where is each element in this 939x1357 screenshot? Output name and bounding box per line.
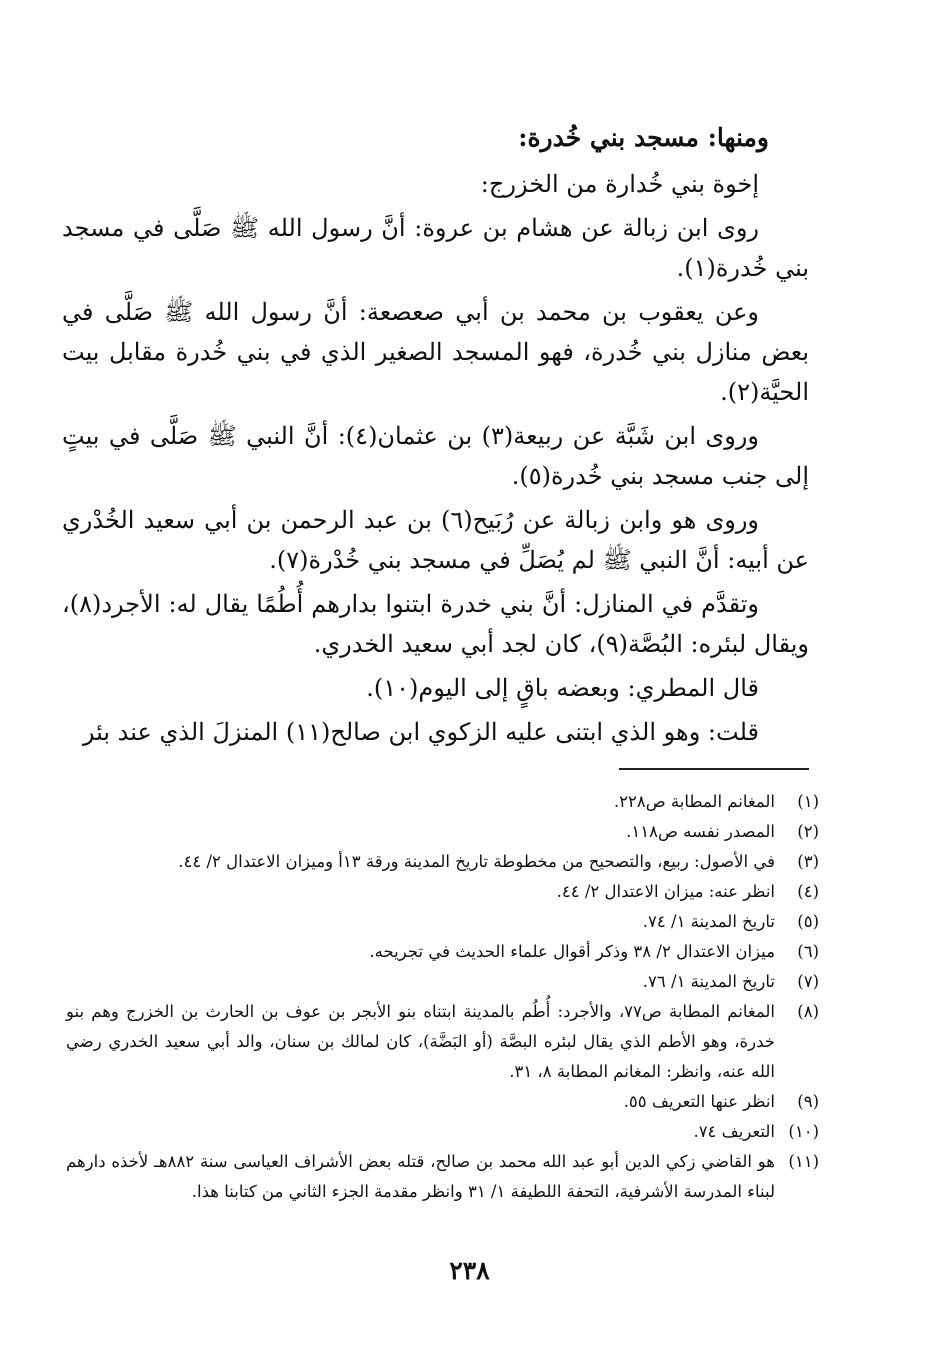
footnote-text: انظر عنه: ميزان الاعتدال ٢/ ٤٤.: [556, 882, 775, 901]
footnote-number: (٢): [797, 822, 819, 841]
footnote: [66, 1117, 819, 1147]
footnote-number: (١٠): [788, 1122, 819, 1141]
footnote-text: تاريخ المدينة ١/ ٧٤.: [642, 912, 775, 931]
footnote-text: ميزان الاعتدال ٢/ ٣٨ وذكر أقوال علماء الحديث في تجريحه.: [369, 942, 775, 961]
footnote-text: في الأصول: ربيع، والتصحيح من مخطوطة تاريخ المدينة ورقة ١٣أ وميزان الاعتدال ٢/ ٤٤.: [178, 852, 775, 871]
footnote-text: هو القاضي زكي الدين أبو عبد الله محمد بن صالح، قتله بعض الأشراف العياسى سنة ٨٨٢هـ لأخذه دارهم لبناء المدرسة الأشرفية، التحفة اللطيفة ١/ ٣١ وانظر مقدمة الجزء الثاني من كتابنا هذا.: [66, 1152, 775, 1201]
footnote-number: (٣): [797, 852, 819, 871]
footnote-text: المغانم المطابة ص٧٧، والأجرد: أُطُم بالمدينة ابتناه بنو الأبجر بن عوف بن الحارث بن الخزرج وهم بنو خدرة، وهو الأطم الذي يقال لبئره البصَّة (أو البَضَّة)، كان لمالك بن سنان، والد أبي سعيد الخدري رضي الله عنه، وانظر: المغانم المطابة ٨، ٣١.: [66, 1002, 775, 1081]
footnote: [66, 847, 819, 877]
footnote: [66, 787, 819, 817]
footnote: [66, 877, 819, 907]
footnote: [66, 1087, 819, 1117]
section-heading: ومنها: مسجد بني خُدرة:: [518, 123, 769, 152]
footnote: [66, 817, 819, 847]
footnotes: [66, 787, 819, 1207]
footnote-number: (١): [797, 792, 819, 811]
paragraph: وعن يعقوب بن محمد بن أبي صعصعة: أنَّ رسول الله ﷺ صَلَّى في بعض منازل بني خُدرة، فهو المسجد الصغير الذي في بني خُدرة مقابل بيت الحيَّة(٢).: [62, 298, 809, 406]
footnote-divider: [619, 768, 809, 770]
footnote: [66, 937, 819, 967]
footnote: [66, 967, 819, 997]
paragraph: روى ابن زبالة عن هشام بن عروة: أنَّ رسول الله ﷺ صَلَّى في مسجد بني خُدرة(١).: [62, 214, 809, 282]
paragraph: إخوة بني خُدارة من الخزرج:: [480, 170, 759, 198]
footnote: [66, 907, 819, 937]
paragraph: وروى هو وابن زبالة عن رُبَيح(٦) بن عبد الرحمن بن أبي سعيد الخُدْري عن أبيه: أنَّ النبي ﷺ لم يُصَلِّ في مسجد بني خُدْرة(٧).: [62, 506, 809, 574]
paragraph: وتقدَّم في المنازل: أنَّ بني خدرة ابتنوا بدارهم أُطُمًا يقال له: الأجرد(٨)، ويقال لبئره: البُصَّة(٩)، كان لجد أبي سعيد الخدري.: [62, 590, 809, 658]
footnote-text: المغانم المطابة ص٢٢٨.: [613, 792, 775, 811]
footnote-text: تاريخ المدينة ١/ ٧٦.: [642, 972, 775, 991]
footnote-text: المصدر نفسه ص١١٨.: [626, 822, 775, 841]
main-text: [62, 118, 809, 756]
paragraph: قال المطري: وبعضه باقٍ إلى اليوم(١٠).: [366, 674, 759, 702]
footnote-text: التعريف ٧٤.: [693, 1122, 775, 1141]
footnote-number: (٧): [797, 972, 819, 991]
paragraph: وروى ابن شَبَّة عن ربيعة(٣) بن عثمان(٤): أنَّ النبي ﷺ صَلَّى في بيتٍ إلى جنب مسجد بني خُدرة(٥).: [62, 422, 809, 490]
footnote-number: (٦): [797, 942, 819, 961]
footnote-number: (٨): [797, 1002, 819, 1021]
page-number: ٢٣٨: [449, 1256, 490, 1285]
footnote-text: انظر عنها التعريف ٥٥.: [623, 1092, 775, 1111]
footnote: [66, 997, 819, 1087]
footnote-number: (٥): [797, 912, 819, 931]
footnote-number: (١١): [788, 1152, 819, 1171]
footnote: [66, 1147, 819, 1207]
footnote-number: (٩): [797, 1092, 819, 1111]
paragraph: قلت: وهو الذي ابتنى عليه الزكوي ابن صالح(١١) المنزلَ الذي عند بئر: [82, 718, 759, 746]
footnote-number: (٤): [797, 882, 819, 901]
